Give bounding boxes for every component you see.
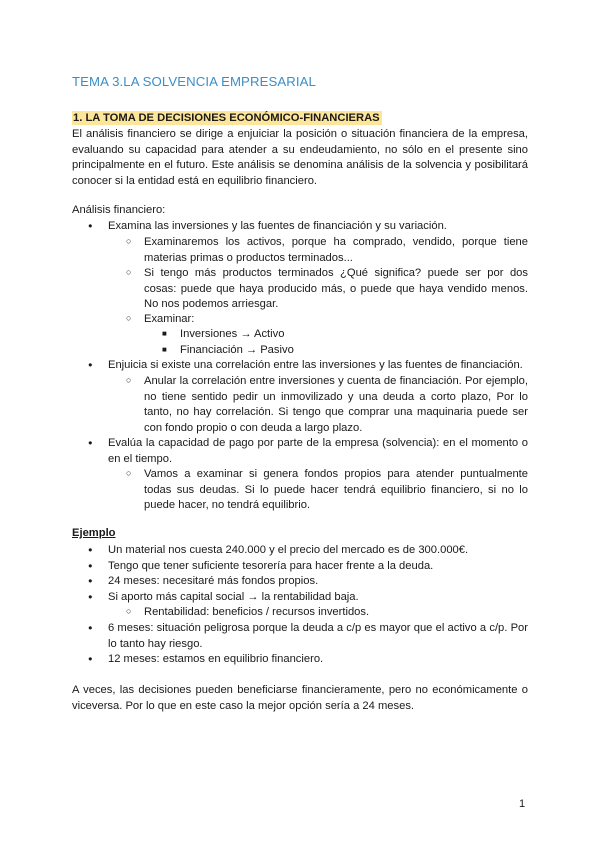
analysis-item: Enjuicia si existe una correlación entre las inversiones y las fuentes de financiación. [108,359,523,371]
square-bullet-icon [162,327,167,343]
circle-bullet-icon [126,312,131,328]
circle-bullet-icon [126,374,131,390]
example-item: Tengo que tener suficiente tesorería para hacer frente a la deuda. [108,560,434,572]
analysis-subitem: Examinar: [144,313,195,325]
bullet-icon [88,543,93,559]
square-bullet-icon [162,343,167,359]
example-item: 24 meses: necesitaré más fondos propios. [108,575,319,587]
circle-bullet-icon [126,467,131,483]
intro-paragraph: El análisis financiero se dirige a enjuiciar la posición o situación financiera de la empresa, evaluando su capacidad para atender a su endeudamiento, no sólo en el presente sino principalmente en el futuro. Este análisis se denomina análisis de la solvencia y posibilitará conocer si la entidad está en equilibrio financiero. [72,128,528,187]
analysis-item: Evalúa la capacidad de pago por parte de la empresa (solvencia): en el momento o en el tiempo. [108,437,528,465]
example-item: Un material nos cuesta 240.000 y el precio del mercado es de 300.000€. [108,544,469,556]
bullet-icon [88,652,93,668]
bullet-icon [88,574,93,590]
analysis-subsubitem: Inversiones → Activo [180,328,285,340]
analysis-item: Examina las inversiones y las fuentes de financiación y su variación. [108,220,447,232]
circle-bullet-icon [126,235,131,251]
analysis-subitem: Anular la correlación entre inversiones y cuenta de financiación. Por ejemplo, no tiene sentido pedir un inmovilizado y una deuda a corto plazo, Por lo tanto, no hay correlación. Si tengo que comprar una maquinaria puede ser con fondo propio o con deuda a largo plazo. [144,375,528,434]
analysis-subsubitem: Financiación → Pasivo [180,344,294,356]
example-item: Si aporto más capital social → la rentabilidad baja. [108,591,359,603]
example-item: 6 meses: situación peligrosa porque la deuda a c/p es mayor que el activo a c/p. Por lo tanto hay riesgo. [108,622,528,650]
analysis-subitem: Si tengo más productos terminados ¿Qué significa? puede ser por dos cosas: puede que haya producido más, o puede que haya vendido menos. No nos podemos arriesgar. [144,267,528,311]
page-number: 1 [519,798,526,810]
circle-bullet-icon [126,266,131,282]
analysis-subheading: Análisis financiero: [72,204,166,216]
example-item: 12 meses: estamos en equilibrio financiero. [108,653,324,665]
example-subitem: Rentabilidad: beneficios / recursos invertidos. [144,606,370,618]
document-title: TEMA 3.LA SOLVENCIA EMPRESARIAL [72,74,316,89]
analysis-subitem: Vamos a examinar si genera fondos propios para atender puntualmente todas sus deudas. Si lo puede hacer tendrá equilibrio financiero, si no lo puede hacer, no tendrá equilibrio. [144,468,528,512]
bullet-icon [88,559,93,575]
bullet-icon [88,590,93,606]
circle-bullet-icon [126,605,131,621]
bullet-icon [88,358,93,374]
bullet-icon [88,219,93,235]
closing-paragraph: A veces, las decisiones pueden beneficiarse financieramente, pero no económicamente o viceversa. Por lo que en este caso la mejor opción sería a 24 meses. [72,684,528,712]
section-heading: 1. LA TOMA DE DECISIONES ECONÓMICO-FINANCIERAS [73,112,380,124]
example-heading: Ejemplo [72,527,116,539]
bullet-icon [88,436,93,452]
analysis-subitem: Examinaremos los activos, porque ha comprado, vendido, porque tiene materias primas o productos terminados... [144,236,528,264]
bullet-icon [88,621,93,637]
